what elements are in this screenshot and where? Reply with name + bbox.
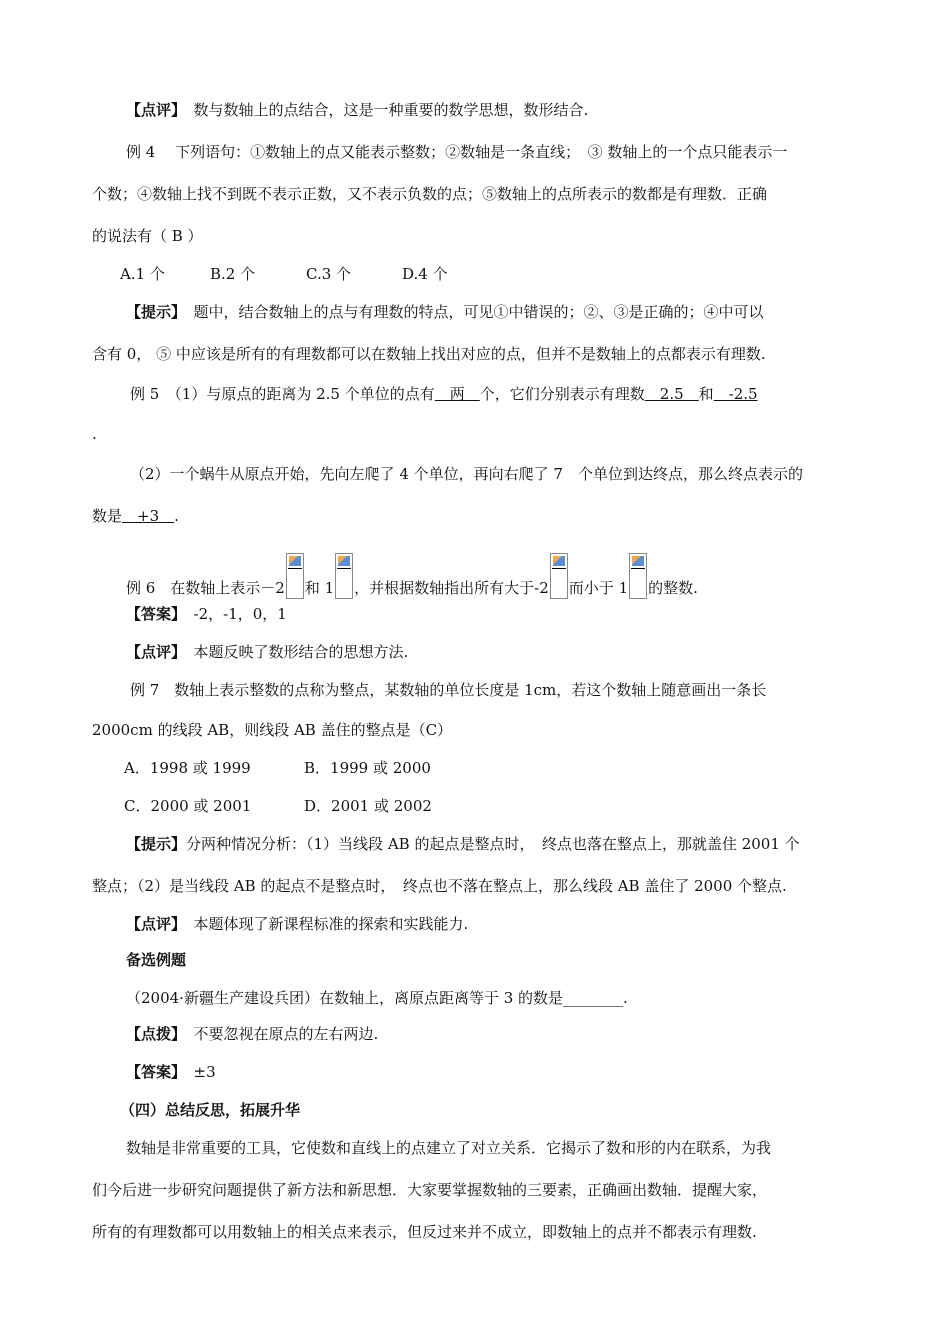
answer-text: -2，-1，0，1 bbox=[178, 605, 287, 623]
example5-part2-line1: （2）一个蜗牛从原点开始，先向左爬了 4 个单位，再向右爬了 7 个单位到达终点，那么终点表示的 bbox=[130, 465, 803, 483]
example7-line2: 2000cm 的线段 AB，则线段 AB 盖住的整点是（C） bbox=[92, 721, 453, 739]
summary-heading: （四）总结反思，拓展升华 bbox=[120, 1101, 301, 1119]
blank-answer-4: +3 bbox=[122, 507, 175, 525]
review-tag: 【点评】 bbox=[126, 915, 179, 933]
example6-text-c: ，并根据数轴指出所有大于-2 bbox=[354, 579, 549, 597]
blank-answer-2: 2.5 bbox=[644, 385, 699, 403]
example5-text-d: 数是 bbox=[92, 507, 123, 525]
example6-answer bbox=[126, 604, 950, 624]
option-b: B.2 个 bbox=[210, 265, 256, 283]
extra-question-text: （2004·新疆生产建设兵团）在数轴上，离原点距离等于 3 的数是 bbox=[126, 989, 564, 1007]
example6-text-a: 例 6 在数轴上表示－2 bbox=[126, 579, 285, 597]
example4-hint-line2: 含有 0， ⑤ 中应该是所有的有理数都可以在数轴上找出对应的点，但并不是数轴上的点都表示有理数. bbox=[92, 345, 766, 363]
review-text: 数与数轴上的点结合，这是一种重要的数学思想，数形结合. bbox=[178, 101, 589, 119]
hint-tag: 【提示】 bbox=[126, 303, 179, 321]
hint-text: 题中，结合数轴上的点与有理数的特点，可见①中错误的；②、③是正确的；④中可以 bbox=[178, 303, 764, 321]
option-d: D．2001 或 2002 bbox=[304, 797, 432, 815]
option-b: B．1999 或 2000 bbox=[304, 759, 431, 777]
option-d: D.4 个 bbox=[402, 265, 448, 283]
hint-tag: 【提示】 bbox=[126, 835, 187, 853]
fraction-image-icon bbox=[335, 553, 353, 599]
tip-tag: 【点拨】 bbox=[126, 1025, 179, 1043]
example4-hint-line1 bbox=[126, 302, 950, 322]
summary-line1: 数轴是非常重要的工具，它使数和直线上的点建立了对立关系．它揭示了数和形的内在联系，为我 bbox=[126, 1139, 772, 1157]
review-tag: 【点评】 bbox=[126, 101, 179, 119]
hint-text: 分两种情况分析：（1）当线段 AB 的起点是整点时， 终点也落在整点上，那就盖住 2001 个 bbox=[186, 835, 800, 853]
extra-question bbox=[126, 988, 950, 1008]
option-c: C．2000 或 2001 bbox=[124, 797, 252, 815]
extra-tip bbox=[126, 1024, 950, 1044]
example5-part1 bbox=[130, 384, 950, 404]
review-tag: 【点评】 bbox=[126, 643, 179, 661]
example4-line3: 的说法有（ B ） bbox=[92, 227, 203, 245]
example4-line1: 例 4 下列语句：①数轴上的点又能表示整数；②数轴是一条直线； ③ 数轴上的一个点只能表示一 bbox=[126, 143, 788, 161]
example7-review bbox=[126, 914, 950, 934]
summary-line3: 所有的有理数都可以用数轴上的相关点来表示，但反过来并不成立，即数轴上的点并不都表示有理数. bbox=[92, 1223, 757, 1241]
example5-text-b: 个，它们分别表示有理数 bbox=[479, 385, 645, 403]
extra-examples-heading: 备选例题 bbox=[126, 951, 187, 969]
option-a: A.1 个 bbox=[120, 265, 165, 283]
tip-text: 不要忽视在原点的左右两边. bbox=[178, 1025, 379, 1043]
summary-line2: 们今后进一步研究问题提供了新方法和新思想．大家要掌握数轴的三要素，正确画出数轴．提醒大家， bbox=[92, 1181, 768, 1199]
example5-text-c: 和 bbox=[698, 385, 714, 403]
answer-tag: 【答案】 bbox=[126, 1063, 179, 1081]
review-text: 本题体现了新课程标准的探索和实践能力. bbox=[178, 915, 469, 933]
example5-text-a: 例 5 （1）与原点的距离为 2.5 个单位的点有 bbox=[130, 385, 435, 403]
answer-text: ±3 bbox=[178, 1063, 216, 1081]
fraction-image-icon bbox=[550, 553, 568, 599]
example7-hint-line1 bbox=[126, 834, 950, 854]
example6-review bbox=[126, 642, 950, 662]
example4-line2: 个数；④数轴上找不到既不表示正数，又不表示负数的点；⑤数轴上的点所表示的数都是有理数．正确 bbox=[92, 185, 768, 203]
fraction-image-icon bbox=[286, 553, 304, 599]
option-c: C.3 个 bbox=[306, 265, 352, 283]
blank-answer: ________ bbox=[563, 989, 624, 1007]
example6-text-d: 而小于 1 bbox=[568, 579, 629, 597]
example6-line bbox=[126, 553, 950, 599]
example6-text-b: 和 1 bbox=[304, 579, 335, 597]
review-text: 本题反映了数形结合的思想方法. bbox=[178, 643, 409, 661]
example5-part2-line2 bbox=[92, 506, 950, 526]
example5-text-e: . bbox=[174, 507, 179, 525]
review-line bbox=[126, 100, 950, 120]
example5-dot: . bbox=[92, 425, 97, 443]
extra-answer bbox=[126, 1062, 950, 1082]
example7-hint-line2: 整点；（2）是当线段 AB 的起点不是整点时， 终点也不落在整点上，那么线段 AB 盖住了 2000 个整点. bbox=[92, 877, 787, 895]
blank-answer-1: 两 bbox=[434, 385, 480, 403]
example6-text-e: 的整数. bbox=[648, 579, 698, 597]
option-a: A．1998 或 1999 bbox=[124, 759, 251, 777]
answer-tag: 【答案】 bbox=[126, 605, 179, 623]
fraction-image-icon bbox=[629, 553, 647, 599]
blank-answer-3: -2.5 bbox=[713, 385, 758, 403]
example7-line1: 例 7 数轴上表示整数的点称为整点，某数轴的单位长度是 1cm，若这个数轴上随意画出一条长 bbox=[130, 681, 767, 699]
extra-question-end: . bbox=[623, 989, 628, 1007]
